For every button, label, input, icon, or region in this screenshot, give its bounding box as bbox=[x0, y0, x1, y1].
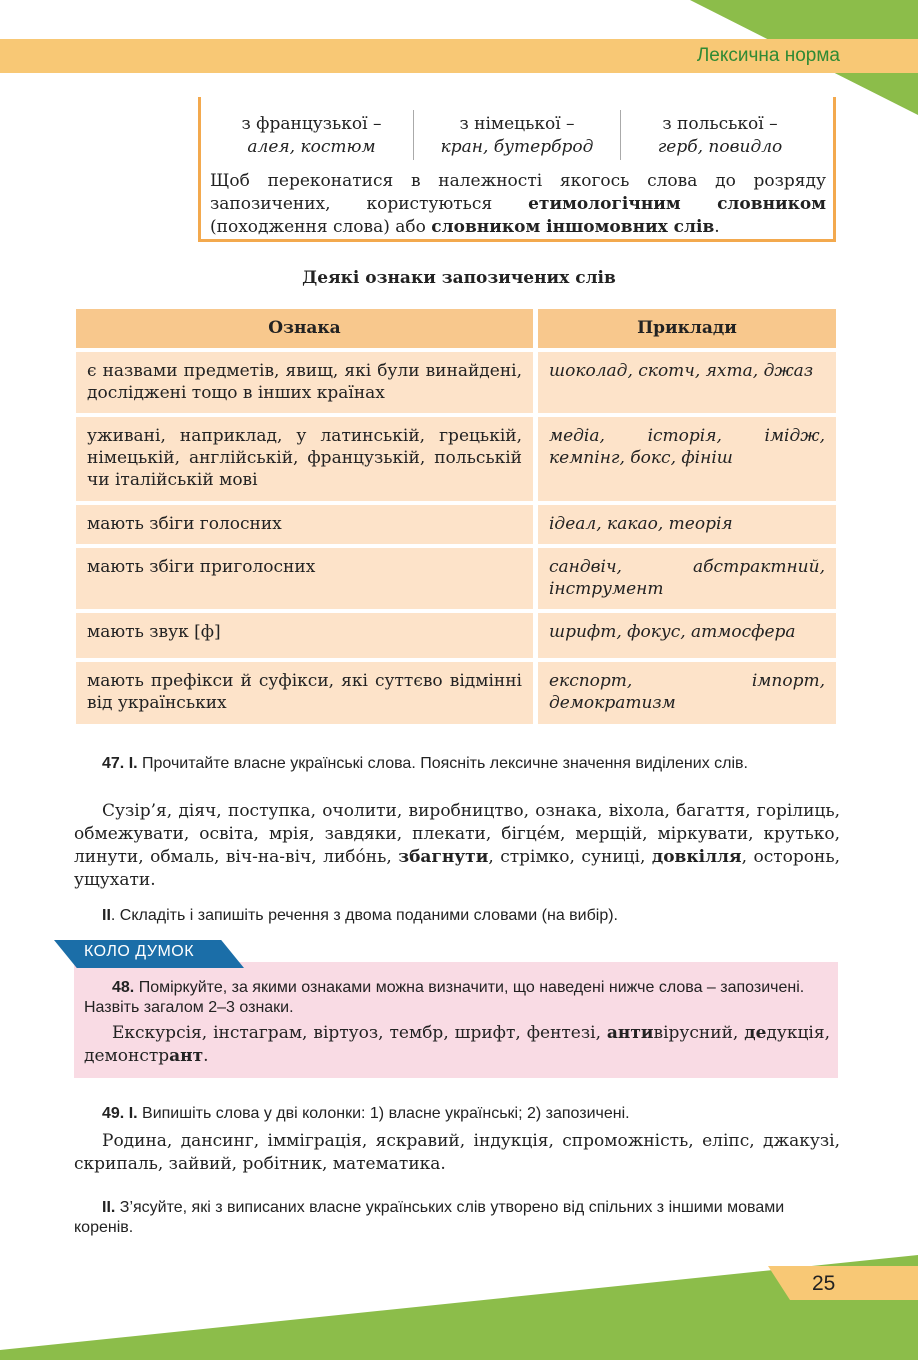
lang-polish bbox=[622, 113, 818, 159]
highlighted-morpheme: анти bbox=[606, 1023, 654, 1043]
note-bold-term: етимологічним словником bbox=[528, 194, 827, 214]
column-divider bbox=[413, 110, 414, 160]
word-list: , стрімко, суниці, bbox=[488, 847, 652, 867]
exercise-49-words: Родина, дансинг, імміграція, яскравий, індукція, спроможність, еліпс, джакузі, скрипаль, зайвий, робітник, математика. bbox=[74, 1131, 840, 1174]
exercise-task-text: Випишіть слова у дві колонки: 1) власне українські; 2) запозичені. bbox=[137, 1105, 630, 1122]
lang-examples: герб, повидло bbox=[657, 137, 783, 157]
exercise-part-number: ІІ. bbox=[102, 1199, 116, 1216]
exercise-47-task bbox=[74, 754, 840, 774]
word-list: вірусний, bbox=[653, 1023, 745, 1043]
exercise-task-text: Прочитайте власне українські слова. Поясніть лексичне значення виділених слів. bbox=[137, 755, 748, 772]
table-cell-feature: мають збіги приголосних bbox=[76, 548, 533, 609]
table-cell-examples: експорт, імпорт, демократизм bbox=[538, 662, 836, 724]
lang-examples: алея, костюм bbox=[247, 137, 376, 157]
highlighted-morpheme: де bbox=[744, 1023, 767, 1043]
table-cell-feature: мають збіги голосних bbox=[76, 505, 533, 544]
exercise-task-text: Поміркуйте, за якими ознаками можна визначити, що наведені нижче слова – запозичені. Назвіть загалом 2–3 ознаки. bbox=[84, 979, 805, 1016]
table-cell-feature: уживані, наприклад, у латинській, грецькій, німецькій, англійській, французькій, польській чи італійській мові bbox=[76, 417, 533, 501]
exercise-49-task bbox=[74, 1104, 840, 1124]
highlighted-word: збагнути bbox=[398, 847, 489, 867]
exercise-47-part2 bbox=[74, 906, 840, 926]
note-bold-term: словником іншомовних слів bbox=[431, 217, 715, 237]
table-cell-feature: мають префікси й суфікси, які суттєво відмінні від українських bbox=[76, 662, 533, 724]
exercise-48-words bbox=[84, 1022, 830, 1068]
table-cell-feature: є назвами предметів, явищ, які були винайдені, досліджені тощо в інших країнах bbox=[76, 352, 533, 413]
table-cell-examples: шрифт, фокус, атмосфера bbox=[538, 613, 836, 658]
exercise-number: 47. І. bbox=[102, 755, 138, 772]
exercise-number: 48. bbox=[112, 979, 135, 996]
page-number-tab bbox=[768, 1266, 918, 1300]
lang-label: з німецької – bbox=[459, 114, 575, 134]
word-list: . bbox=[203, 1046, 209, 1066]
table-cell-examples: ідеал, какао, теорія bbox=[538, 505, 836, 544]
section-title: Лексична норма bbox=[696, 45, 840, 66]
word-list: Сузір’я, діяч, поступка, очолити, виробництво, ознака, віхола, багаття, горілиць, обмежувати, освіта, мрія, завдяки, плекати, бігцéм, мерщій, міркувати, крутько, линути, обмаль, віч-на-віч, либóнь, bbox=[74, 801, 840, 867]
note-text bbox=[210, 170, 826, 239]
exercise-task-text: . Складіть і запишіть речення з двома поданими словами (на вибір). bbox=[110, 907, 618, 924]
lang-german bbox=[418, 113, 616, 159]
lang-label: з французької – bbox=[241, 114, 382, 134]
note-text-part: . bbox=[714, 217, 720, 237]
lang-label: з польської – bbox=[662, 114, 778, 134]
note-text-part: Щоб переконатися в належності якогось слова до розряду запозичених, користуються bbox=[210, 171, 826, 214]
highlighted-word: довкілля bbox=[651, 847, 742, 867]
exercise-48-task bbox=[84, 978, 830, 1018]
exercise-task-text: З’ясуйте, які з виписаних власне українських слів утворено від спільних з іншими мовами коренів. bbox=[74, 1199, 785, 1236]
exercise-49-part2 bbox=[74, 1198, 840, 1238]
word-list: , осторонь, ущухати. bbox=[74, 847, 840, 890]
page-number: 25 bbox=[812, 1272, 836, 1295]
table-header-feature: Ознака bbox=[76, 309, 533, 348]
word-list: дукція, демонстр bbox=[84, 1023, 830, 1066]
table-cell-feature: мають звук [ф] bbox=[76, 613, 533, 658]
exercise-number: 49. І. bbox=[102, 1105, 138, 1122]
kolo-dumok-text: КОЛО ДУМОК bbox=[84, 943, 195, 960]
note-text-part: (походження слова) або bbox=[210, 217, 432, 237]
table-cell-examples: медіа, історія, імідж, кемпінг, бокс, фініш bbox=[538, 417, 836, 501]
highlighted-morpheme: ант bbox=[169, 1046, 204, 1066]
table-cell-examples: сандвіч, абстрактний, інструмент bbox=[538, 548, 836, 609]
table-cell-examples: шоколад, скотч, яхта, джаз bbox=[538, 352, 836, 413]
table-title: Деякі ознаки запозичених слів bbox=[302, 268, 616, 288]
exercise-47-words bbox=[74, 800, 840, 892]
word-list: Екскурсія, інстаграм, віртуоз, тембр, шрифт, фентезі, bbox=[112, 1023, 607, 1043]
exercise-part-number: ІІ bbox=[102, 907, 111, 924]
column-divider bbox=[620, 110, 621, 160]
table-header-examples: Приклади bbox=[538, 309, 836, 348]
lang-examples: кран, бутерброд bbox=[440, 137, 594, 157]
lang-french bbox=[214, 113, 409, 159]
